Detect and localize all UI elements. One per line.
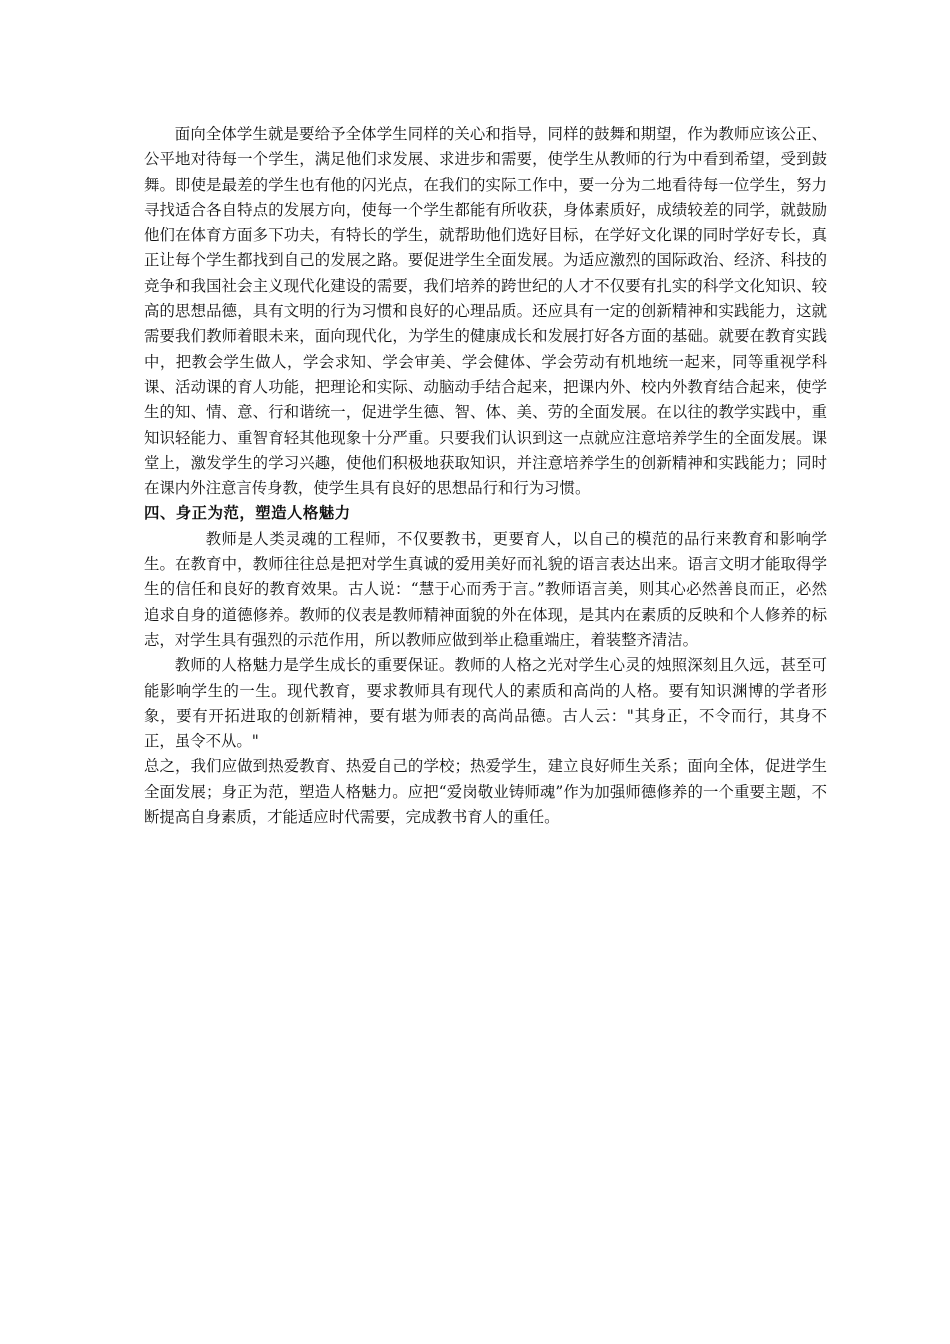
document-body bbox=[144, 122, 827, 830]
paragraph-conclusion: 总之，我们应做到热爱教育、热爱自己的学校；热爱学生，建立良好师生关系；面向全体，促进学生全面发展；身正为范，塑造人格魅力。应把“爱岗敬业铸师魂”作为加强师德修养的一个重要主题，不断提高自身素质，才能适应时代需要，完成教书育人的重任。 bbox=[144, 757, 827, 827]
paragraph-teacher-personality: 教师的人格魅力是学生成长的重要保证。教师的人格之光对学生心灵的烛照深刻且久远，甚至可能影响学生的一生。现代教育，要求教师具有现代人的素质和高尚的人格。要有知识渊博的学者形象，要有开拓进取的创新精神，要有堪为师表的高尚品德。古人云："其身正，不令而行，其身不正，虽令不从。" bbox=[144, 656, 827, 751]
paragraph-teacher-role-model: 教师是人类灵魂的工程师，不仅要教书，更要育人，以自己的模范的品行来教育和影响学生。在教育中，教师往往总是把对学生真诚的爱用美好而礼貌的语言表达出来。语言文明才能取得学生的信任和良好的教育效果。古人说：“慧于心而秀于言。”教师语言美，则其心必然善良而正，必然追求自身的道德修养。教师的仪表是教师精神面貌的外在体现，是其内在素质的反映和个人修养的标志，对学生具有强烈的示范作用，所以教师应做到举止稳重端庄，着装整齐清洁。 bbox=[144, 529, 827, 649]
paragraph-whole-student-development: 面向全体学生就是要给予全体学生同样的关心和指导，同样的鼓舞和期望，作为教师应该公正、公平地对待每一个学生，满足他们求发展、求进步和需要，使学生从教师的行为中看到希望，受到鼓舞。即使是最差的学生也有他的闪光点，在我们的实际工作中，要一分为二地看待每一位学生，努力寻找适合各自特点的发展方向，使每一个学生都能有所收获，身体素质好，成绩较差的同学，就鼓励他们在体育方面多下功夫，有特长的学生，就帮助他们选好目标，在学好文化课的同时学好专长，真正让每个学生都找到自己的发展之路。要促进学生全面发展。为适应激烈的国际政治、经济、科技的竞争和我国社会主义现代化建设的需要，我们培养的跨世纪的人才不仅要有扎实的科学文化知识、较高的思想品德，具有文明的行为习惯和良好的心理品质。还应具有一定的创新精神和实践能力，这就需要我们教师着眼未来，面向现代化，为学生的健康成长和发展打好各方面的基础。就要在教育实践中，把教会学生做人，学会求知、学会审美、学会健体、学会劳动有机地统一起来，同等重视学科课、活动课的育人功能，把理论和实际、动脑动手结合起来，把课内外、校内外教育结合起来，使学生的知、情、意、行和谐统一，促进学生德、智、体、美、劳的全面发展。在以往的教学实践中，重知识轻能力、重智育轻其他现象十分严重。只要我们认识到这一点就应注意培养学生的全面发展。课堂上，激发学生的学习兴趣，使他们积极地获取知识，并注意培养学生的创新精神和实践能力；同时在课内外注意言传身教，使学生具有良好的思想品行和行为习惯。 bbox=[144, 125, 827, 498]
section-heading-4: 四、身正为范，塑造人格魅力 bbox=[144, 504, 351, 523]
